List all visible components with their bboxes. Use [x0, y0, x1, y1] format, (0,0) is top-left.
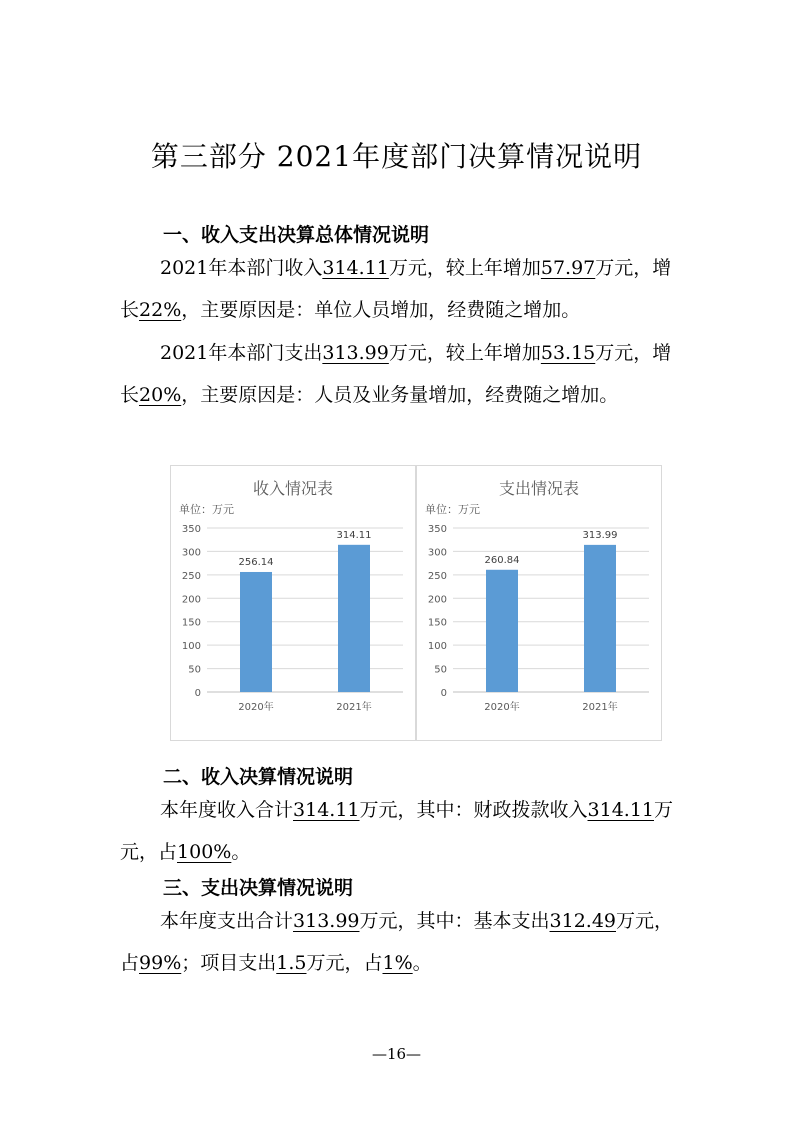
paragraph-expense-summary [120, 332, 680, 416]
chart-unit-label: 单位：万元 [425, 503, 480, 516]
bar [338, 545, 370, 692]
text: 万元，增长 [120, 342, 672, 406]
page-number: —16— [371, 1045, 422, 1063]
value-fiscal-income: 314.11 [587, 799, 654, 821]
value-project-expense: 1.5 [276, 952, 307, 974]
bar [240, 572, 272, 692]
value-expense-increase: 53.15 [540, 342, 596, 364]
section-heading-income: 二、收入决算情况说明 [163, 766, 354, 788]
text: ，主要原因是：单位人员增加，经费随之增加。 [181, 299, 581, 321]
text: 万元，占 [120, 910, 674, 974]
y-tick-label: 100 [427, 641, 447, 653]
expense-chart-svg [417, 466, 661, 740]
y-tick-label: 200 [181, 594, 201, 606]
text: 2021年本部门支出 [160, 342, 323, 364]
text: ；项目支出 [181, 952, 277, 974]
text: 2021年本部门收入 [160, 257, 323, 279]
y-tick-label: 300 [427, 547, 447, 559]
paragraph-income-summary [120, 247, 680, 331]
text: 万元，其中：基本支出 [359, 910, 550, 932]
section-heading-overview: 一、收入支出决算总体情况说明 [163, 224, 430, 246]
value-expense-growth: 20% [139, 384, 182, 406]
y-tick-label: 0 [194, 688, 201, 699]
value-basic-expense: 312.49 [549, 910, 616, 932]
text: 万元，其中：财政拨款收入 [359, 799, 588, 821]
y-tick-label: 250 [427, 570, 447, 582]
text: 。 [231, 841, 251, 863]
y-tick-label: 100 [181, 641, 201, 653]
chart-title: 支出情况表 [498, 479, 580, 498]
value-income-increase: 57.97 [540, 257, 596, 279]
value-income: 314.11 [322, 257, 389, 279]
section-heading-expense: 三、支出决算情况说明 [163, 877, 354, 899]
chart-unit-label: 单位：万元 [179, 503, 234, 516]
y-tick-label: 300 [181, 547, 201, 559]
y-tick-label: 350 [427, 524, 447, 535]
y-tick-label: 50 [188, 664, 201, 676]
y-tick-label: 150 [427, 617, 447, 629]
expense-chart [416, 465, 662, 741]
value-income-growth: 22% [139, 299, 182, 321]
bar [584, 545, 616, 692]
page-title: 第三部分 2021年度部门决算情况说明 [150, 140, 643, 173]
data-label: 313.99 [582, 529, 618, 541]
x-tick-label: 2020年 [238, 702, 274, 713]
value-fiscal-share: 100% [177, 841, 232, 863]
value-total-income: 314.11 [293, 799, 360, 821]
text: 万元，较上年增加 [388, 257, 541, 279]
chart-title: 收入情况表 [252, 479, 334, 498]
value-basic-share: 99% [139, 952, 182, 974]
x-tick-label: 2021年 [582, 702, 618, 713]
x-tick-label: 2020年 [484, 702, 520, 713]
text: 万元，占 [306, 952, 383, 974]
y-tick-label: 50 [434, 664, 447, 676]
y-tick-label: 200 [427, 594, 447, 606]
text: 本年度支出合计 [160, 910, 294, 932]
data-label: 314.11 [336, 529, 372, 541]
bar [486, 570, 518, 692]
value-project-share: 1% [382, 952, 413, 974]
x-tick-label: 2021年 [336, 702, 372, 713]
y-tick-label: 0 [440, 688, 447, 699]
paragraph-income-detail [120, 789, 680, 873]
text: 万元，占 [120, 799, 674, 863]
data-label: 256.14 [238, 556, 274, 568]
text: ，主要原因是：人员及业务量增加，经费随之增加。 [181, 384, 619, 406]
y-tick-label: 350 [181, 524, 201, 535]
data-label: 260.84 [484, 554, 520, 566]
income-chart-svg [171, 466, 415, 740]
text: 万元，增长 [120, 257, 672, 321]
text: 本年度收入合计 [160, 799, 294, 821]
y-tick-label: 250 [181, 570, 201, 582]
y-tick-label: 150 [181, 617, 201, 629]
value-total-expense: 313.99 [293, 910, 360, 932]
paragraph-expense-detail [120, 900, 680, 984]
text: 。 [412, 952, 432, 974]
income-chart [170, 465, 416, 741]
text: 万元，较上年增加 [388, 342, 541, 364]
value-expense: 313.99 [322, 342, 389, 364]
